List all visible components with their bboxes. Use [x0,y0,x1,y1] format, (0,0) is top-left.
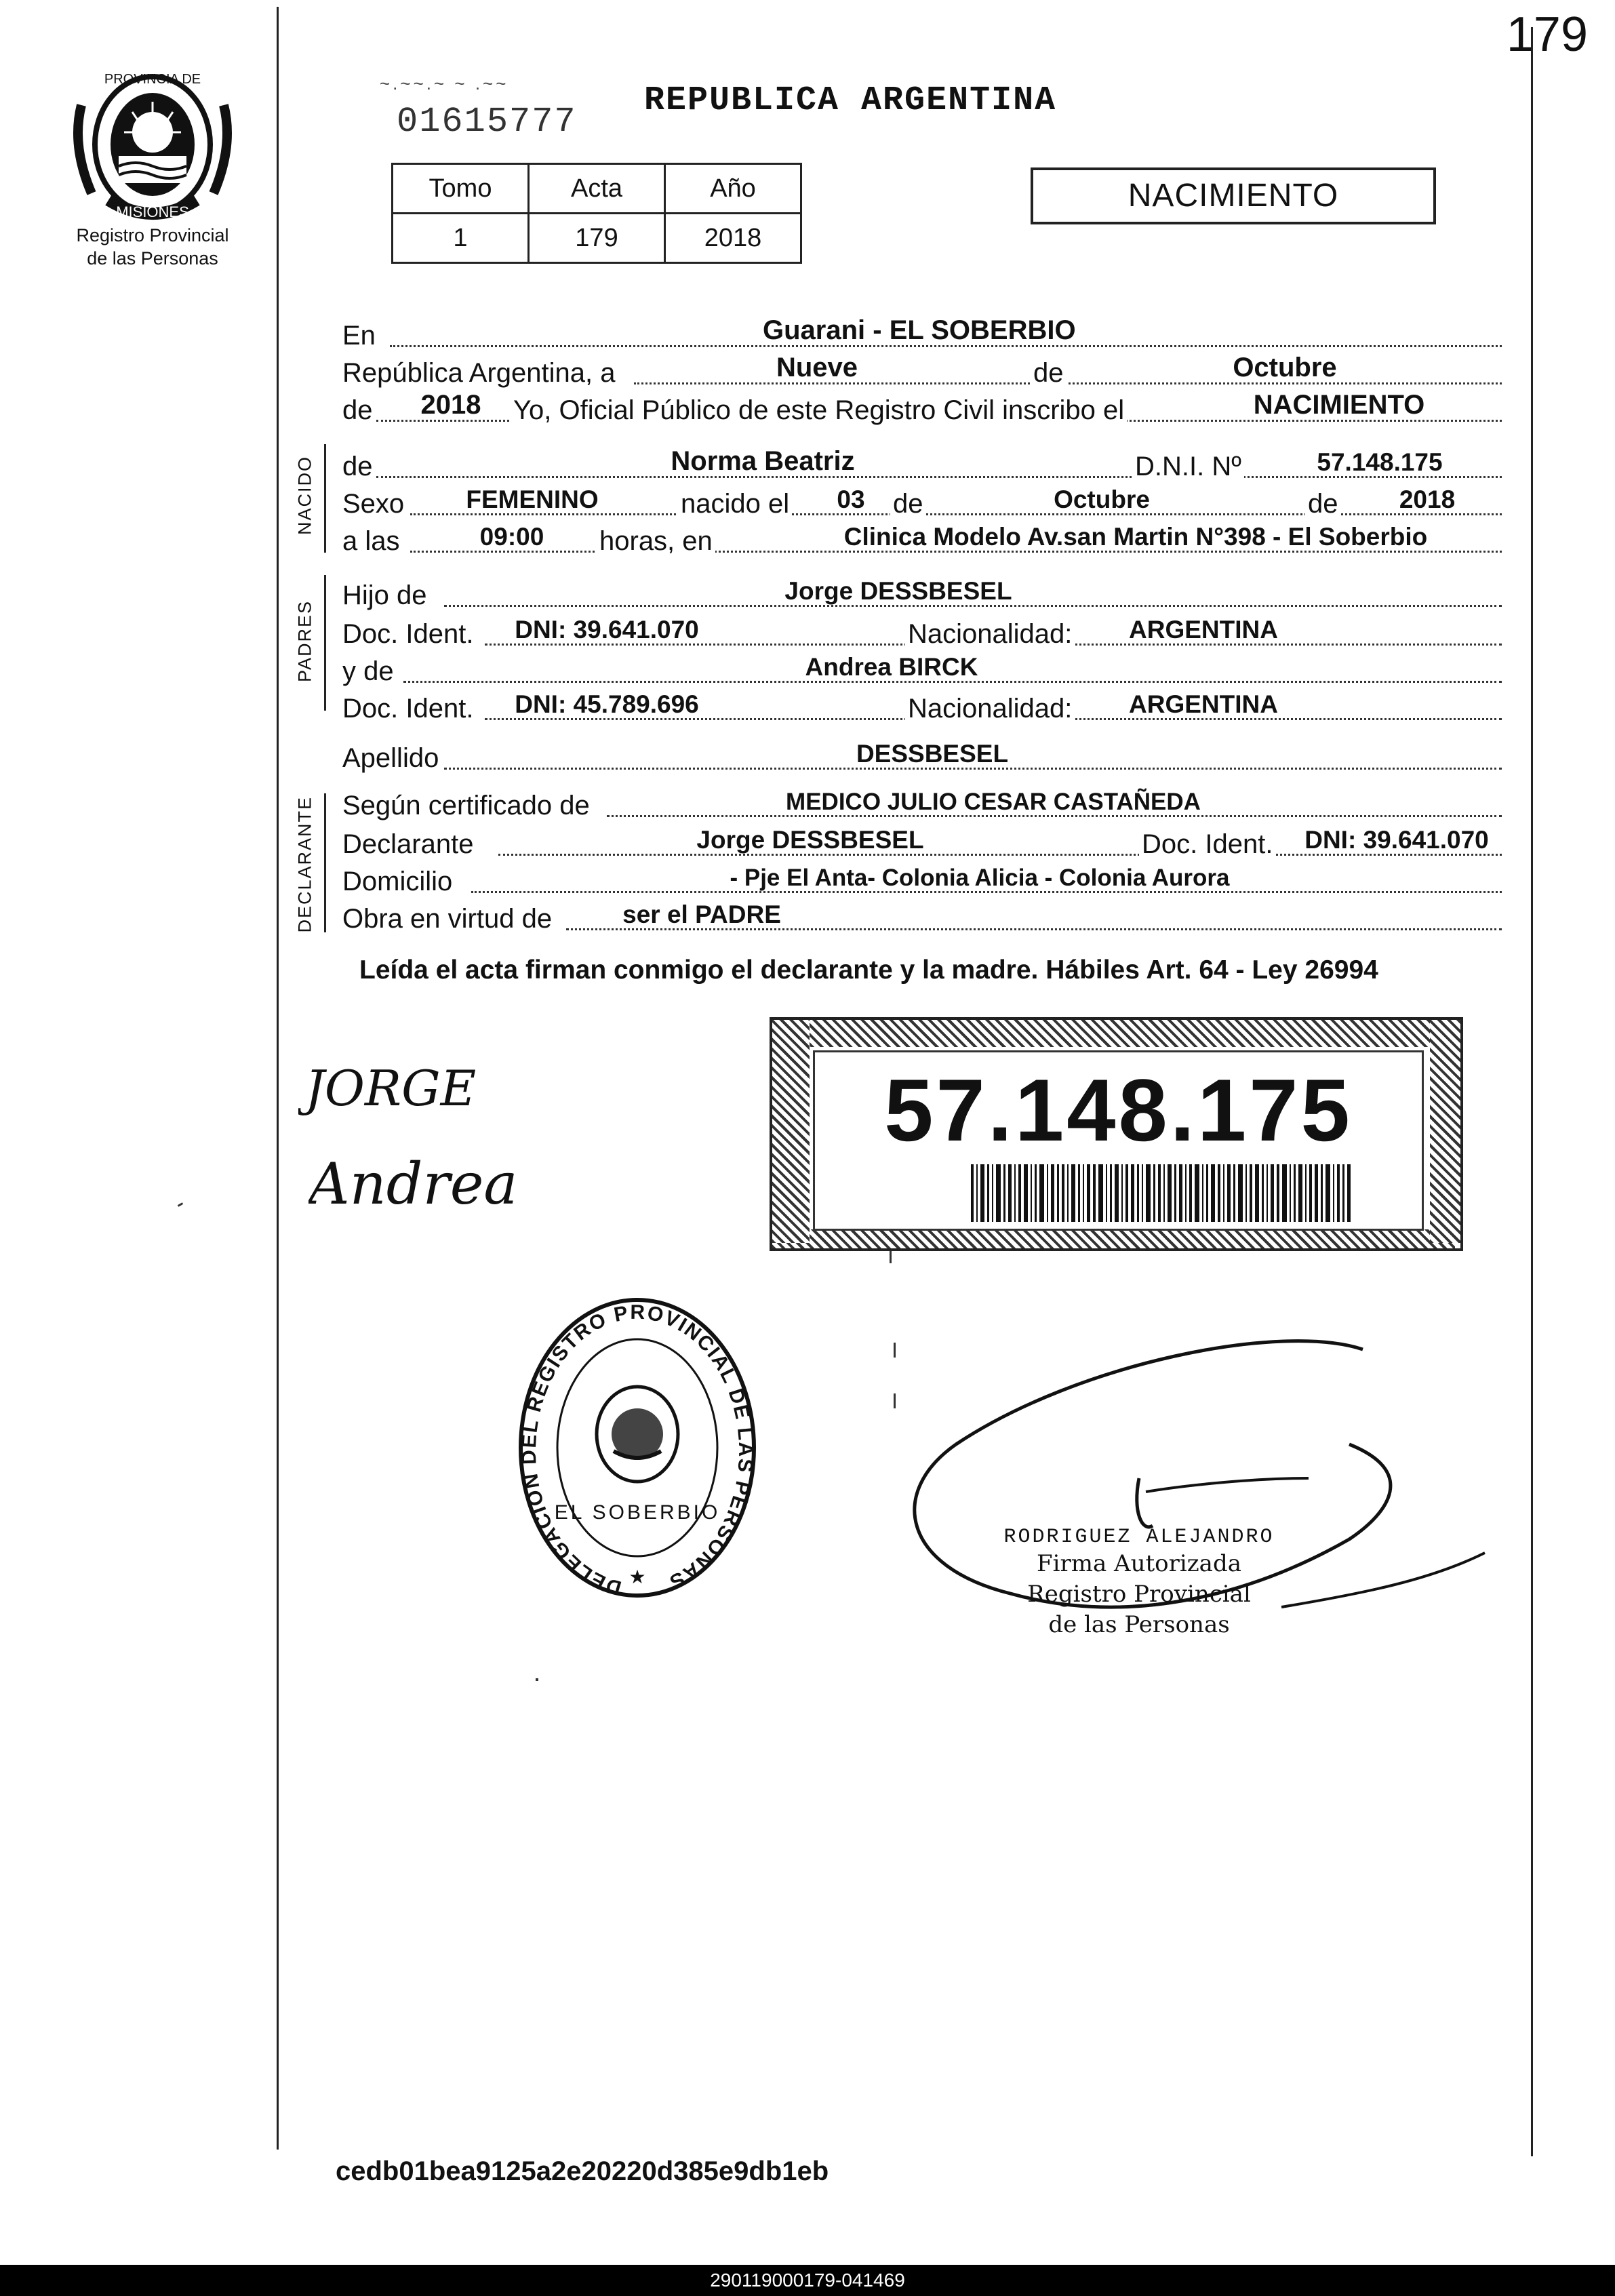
province-emblem-icon [71,64,234,224]
value-mother: Andrea BIRCK [805,653,978,681]
label-de-year: de [342,395,376,426]
label-obra-en-virtud: Obra en virtud de [342,904,555,934]
value-born-day: 03 [837,486,865,513]
header-acta: Acta [529,164,665,214]
value-sex: FEMENINO [466,486,599,513]
nacido-bracket [324,444,326,553]
officer-line1: Firma Autorizada [1037,1550,1241,1577]
label-father-nat: Nacionalidad: [905,619,1075,650]
line-father [342,573,1502,611]
label-segun-certificado: Según certificado de [342,791,593,821]
registry-label-line2: de las Personas [87,248,218,269]
officer-line3: de las Personas [1048,1611,1230,1638]
line-nacido-name [342,444,1502,482]
label-de-month: de [1031,358,1066,389]
value-mother-doc: DNI: 45.789.696 [515,690,699,718]
value-mother-nat: ARGENTINA [1129,690,1278,718]
label-dni: D.N.I. Nº [1132,452,1244,482]
value-month: Octubre [1233,353,1337,382]
value-inscribo: NACIMIENTO [1253,390,1425,420]
serial-number: 01615777 [397,102,577,142]
footer-code: 290119000179-041469 [0,2265,1615,2296]
stray-mark [178,1202,183,1207]
label-en: En [342,321,378,351]
dni-stamp-inner [813,1050,1424,1231]
line-mother [342,649,1502,687]
value-surname: DESSBESEL [856,740,1009,768]
value-day: Nueve [776,353,858,382]
line-mother-doc [342,686,1502,724]
record-table-value-row [393,214,801,263]
label-hijo-de: Hijo de [342,580,430,611]
line-en [342,313,1502,351]
value-ano: 2018 [665,214,801,263]
dot-mark [536,1678,538,1681]
label-domicilio: Domicilio [342,867,455,897]
line-domicilio [342,859,1502,897]
value-year: 2018 [420,390,481,420]
label-declarante: Declarante [342,829,476,860]
side-label-padres: PADRES [294,599,315,683]
left-margin-line [277,7,279,2150]
registry-label [41,224,264,270]
record-table [391,163,802,264]
label-father-doc: Doc. Ident. [342,619,476,650]
value-declarante: Jorge DESSBESEL [696,826,924,854]
label-inscribo: Yo, Oficial Público de este Registro Civil inscribo el [511,395,1127,426]
value-born-month: Octubre [1054,486,1150,513]
line-nacido-sex [342,481,1502,519]
label-born-de: de [890,489,926,519]
tick-mark [890,1251,892,1263]
label-nacido-de: de [342,452,376,482]
value-born-year: 2018 [1399,486,1456,513]
label-a-las: a las [342,526,403,557]
value-role: ser el PADRE [622,900,781,928]
label-republica: República Argentina, a [342,358,618,389]
label-mother-nat: Nacionalidad: [905,694,1075,724]
side-label-declarante: DECLARANTE [294,795,315,933]
value-father-doc: DNI: 39.641.070 [515,616,699,644]
svg-text:PROVINCIA DE: PROVINCIA DE [104,72,201,87]
official-seal [515,1295,759,1600]
value-tomo: 1 [393,214,529,263]
svg-text:MISIONES: MISIONES [116,203,189,220]
closing-statement: Leída el acta firman conmigo el declarante y la madre. Hábiles Art. 64 - Ley 26994 [359,955,1378,985]
registry-label-line1: Registro Provincial [76,225,229,245]
value-decl-doc: DNI: 39.641.070 [1304,826,1489,854]
padres-bracket [324,575,326,711]
officer-name: RODRIGUEZ ALEJANDRO [1003,1526,1275,1549]
label-nacido-el: nacido el [678,489,792,519]
officer-block [986,1526,1292,1640]
value-certificate: MEDICO JULIO CESAR CASTAÑEDA [786,789,1201,815]
line-obra [342,896,1502,934]
right-margin-line [1531,27,1533,2156]
svg-text:DELEGACION DEL REGISTRO PROVIN: DELEGACION DEL REGISTRO PROVINCIAL DE LAS PERSONAS [517,1301,757,1600]
page-number: 179 [1506,7,1588,62]
line-republica [342,351,1502,389]
value-father-nat: ARGENTINA [1129,616,1278,644]
officer-line2: Registro Provincial [1027,1581,1251,1608]
document-title: REPUBLICA ARGENTINA [644,81,1057,120]
line-declarante [342,822,1502,860]
dni-stamp-number: 57.148.175 [884,1061,1353,1160]
side-label-nacido: NACIDO [294,456,315,536]
label-born-de2: de [1305,489,1341,519]
document-hash: cedb01bea9125a2e20220d385e9db1eb [336,2156,829,2186]
record-type-box: NACIMIENTO [1031,167,1436,224]
stamp-hatch-bottom [772,1229,1455,1248]
line-surname [342,736,1502,774]
stamp-hatch-right [1430,1020,1460,1243]
header-ano: Año [665,164,801,214]
svg-text:Andrea: Andrea [308,1151,518,1217]
header-tomo: Tomo [393,164,529,214]
value-father: Jorge DESSBESEL [784,577,1012,605]
stamp-hatch-left [772,1020,810,1243]
value-child-dni: 57.148.175 [1317,448,1443,476]
label-horas-en: horas, en [597,526,715,557]
value-address: - Pje El Anta- Colonia Alicia - Colonia Aurora [730,865,1230,891]
value-place-registry: Guarani - EL SOBERBIO [763,315,1076,345]
svg-text:★: ★ [629,1566,646,1587]
value-child-name: Norma Beatriz [671,446,855,476]
label-mother-doc: Doc. Ident. [342,694,476,724]
label-decl-doc: Doc. Ident. [1139,829,1275,860]
label-apellido: Apellido [342,743,441,774]
line-year [342,388,1502,426]
declarante-bracket [324,793,326,932]
line-nacido-time [342,519,1502,557]
svg-text:JORGE: JORGE [305,1060,477,1117]
line-father-doc [342,612,1502,650]
svg-text:EL SOBERBIO: EL SOBERBIO [554,1501,721,1524]
signature-jorge [298,1051,502,1126]
signature-andrea [308,1146,525,1221]
barcode-icon [971,1164,1351,1222]
serial-mark: ~.~~.~ ~ .~~ [380,73,509,94]
dni-stamp [770,1017,1463,1251]
label-sexo: Sexo [342,489,407,519]
value-time: 09:00 [479,523,544,551]
label-y-de: y de [342,656,397,687]
record-table-header-row [393,164,801,214]
stamp-hatch-top [772,1020,1455,1047]
line-cert [342,783,1502,821]
value-birth-place: Clinica Modelo Av.san Martin N°398 - El Soberbio [843,523,1428,551]
value-acta: 179 [529,214,665,263]
